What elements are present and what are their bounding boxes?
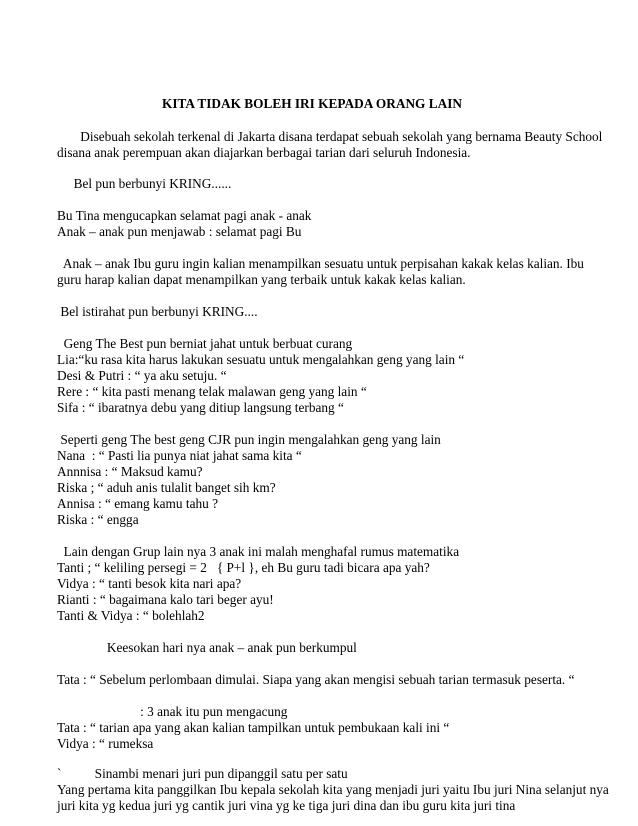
- paragraph-line: disana anak perempuan akan diajarkan berbagai tarian dari seluruh Indonesia.: [57, 145, 471, 160]
- paragraph-line: Bel pun berbunyi KRING......: [57, 176, 232, 191]
- dialogue-line: Annnisa : “ Maksud kamu?: [57, 464, 203, 479]
- paragraph-line: guru harap kalian dapat menampilkan yang terbaik untuk kakak kelas kalian.: [57, 272, 466, 287]
- dialogue-line: Desi & Putri : “ ya aku setuju. “: [57, 368, 227, 383]
- dialogue-line: Tata : “ tarian apa yang akan kalian tampilkan untuk pembukaan kali ini “: [57, 720, 450, 735]
- paragraph-line: ` Sinambi menari juri pun dipanggil satu per satu: [57, 766, 348, 781]
- dialogue-line: Rianti : “ bagaimana kalo tari beger ayu!: [57, 592, 274, 607]
- paragraph-line: Bel istirahat pun berbunyi KRING....: [57, 304, 258, 319]
- paragraph-line: Lain dengan Grup lain nya 3 anak ini malah menghafal rumus matematika: [57, 544, 460, 559]
- paragraph-line: Keesokan hari nya anak – anak pun berkumpul: [57, 640, 357, 655]
- paragraph-line: juri kita yg kedua juri yg cantik juri vina yg ke tiga juri dina dan ibu guru kita juri tina: [57, 798, 516, 813]
- dialogue-line: Lia:“ku rasa kita harus lakukan sesuatu untuk mengalahkan geng yang lain “: [57, 352, 465, 367]
- dialogue-line: Tata : “ Sebelum perlombaan dimulai. Siapa yang akan mengisi sebuah tarian termasuk peserta. “: [57, 672, 575, 687]
- paragraph-line: Geng The Best pun berniat jahat untuk berbuat curang: [57, 336, 353, 351]
- dialogue-line: Tanti & Vidya : “ bolehlah2: [57, 608, 205, 623]
- paragraph-line: : 3 anak itu pun mengacung: [57, 704, 288, 719]
- paragraph-line: Anak – anak Ibu guru ingin kalian menampilkan sesuatu untuk perpisahan kakak kelas kalian. Ibu: [57, 256, 584, 271]
- paragraph-line: Yang pertama kita panggilkan Ibu kepala sekolah kita yang menjadi juri yaitu Ibu juri Nina selanjut nya: [57, 782, 609, 797]
- paragraph-line: Anak – anak pun menjawab : selamat pagi Bu: [57, 224, 302, 239]
- dialogue-line: Annisa : “ emang kamu tahu ?: [57, 496, 218, 511]
- paragraph-line: Bu Tina mengucapkan selamat pagi anak - anak: [57, 208, 312, 223]
- dialogue-line: Riska ; “ aduh anis tulalit banget sih km?: [57, 480, 276, 495]
- dialogue-line: Rere : “ kita pasti menang telak malawan geng yang lain “: [57, 384, 367, 399]
- dialogue-line: Vidya : “ rumeksa: [57, 736, 154, 751]
- document-title: KITA TIDAK BOLEH IRI KEPADA ORANG LAIN: [162, 96, 462, 111]
- paragraph-line: Disebuah sekolah terkenal di Jakarta disana terdapat sebuah sekolah yang bernama Beauty School: [57, 129, 603, 144]
- dialogue-line: Tanti ; “ keliling persegi = 2 { P+l }, eh Bu guru tadi bicara apa yah?: [57, 560, 430, 575]
- dialogue-line: Riska : “ engga: [57, 512, 139, 527]
- paragraph-line: Seperti geng The best geng CJR pun ingin mengalahkan geng yang lain: [57, 432, 441, 447]
- dialogue-line: Vidya : “ tanti besok kita nari apa?: [57, 576, 242, 591]
- dialogue-line: Sifa : “ ibaratnya debu yang ditiup langsung terbang “: [57, 400, 344, 415]
- dialogue-line: Nana : “ Pasti lia punya niat jahat sama kita “: [57, 448, 302, 463]
